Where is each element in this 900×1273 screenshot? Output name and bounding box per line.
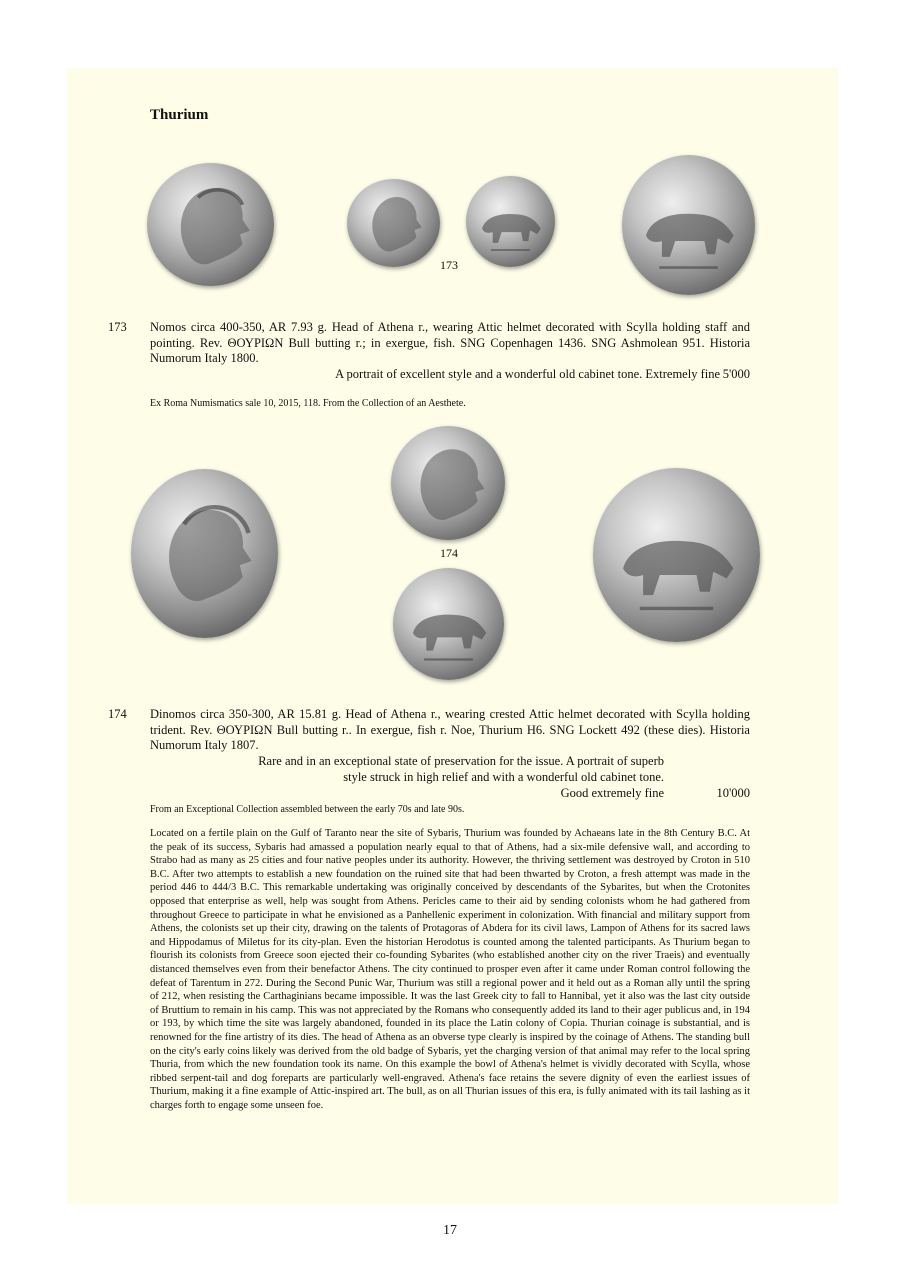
lot-remarks-173: A portrait of excellent style and a wonderful old cabinet tone. Extremely fine xyxy=(335,367,720,381)
athena-head-icon xyxy=(131,469,278,638)
athena-head-icon xyxy=(347,179,440,267)
athena-head-icon xyxy=(391,426,505,540)
coin-173-obverse-large xyxy=(147,163,274,286)
lot-remarks-174-line1: Rare and in an exceptional state of preservation for the issue. A portrait of superb xyxy=(258,754,664,768)
historical-essay: Located on a fertile plain on the Gulf of Taranto near the site of Sybaris, Thurium was founded by Achaeans late in the 8th Century B.C. At the peak of its success, Sybaris had amassed a population nearly equal to that of Athens, had a six-mile defensive wall, and according to Strabo had as many as 25 cities and four native peoples under its authority. However, the thriving settlement was destroyed by Croton in 510 B.C. After two attempts to establish a new foundation on the ruined site that had been thwarted by Croton, a fresh attempt was made in the period 446 to 444/3 B.C. This remarkable undertaking was originally conceived by descendants of the Sybarites, but when the Crotonites opposed that enterprise as well, help was sought from Athens. Pericles came to their aid by sending colonists whom he had gathered from throughout Greece to participate in what he envisioned as a Panhellenic experiment in colonization. With financial and military support from Athens, the colonists set up their city, drawing on the talents of Protagoras of Abdera for its civil laws, Lampon of Athens for its sacred laws and Hippodamus of Miletus for its city-plan. Even the historian Herodotus is counted among the talented participants. As Thurium began to flourish its colonists from Greece soon ejected their co-founding Sybarites (who established another city on the river Traeis) and eventually distanced themselves even from their benefactor Athens. The city continued to prosper even after it came under Roman control following the defeat of Tarentum in 272. During the Second Punic War, Thurium was still a regional power and it held out as a Roman ally until the spring of 212, when resisting the Carthaginians became impossible. It was the last Greek city to fall to Hannibal, yet it also was the last city outside of Bruttium to remain in his camp. This was not appreciated by the Romans who consequently added its land to their ager publicus and, in 194 or 193, by which time the site was largely abandoned, founded in its place the Latin colony of Copia. Thurian coinage is substantial, and is renowned for the fine artistry of its dies. The head of Athena as an obverse type clearly is inspired by the coinage of Athens. The standing bull on the city's early coins likely was derived from the old badge of Sybaris, yet the charging version of that animal may refer to the local spring Thuria, from which the new foundation took its name. On this example the bowl of Athena's helmet is vividly decorated with Scylla, whose ribbed serpent-tail and dog foreparts are particularly well-engraved. Athena's face retains the severe dignity of even the earliest issues of Thurium, making it a fine example of Attic-inspired art. The bull, as on all Thurian issues of this era, is fully animated with its tail lashing as it charges forth to engage some unseen foe. xyxy=(150,828,750,1111)
lot-provenance-174: From an Exceptional Collection assembled between the early 70s and late 90s. xyxy=(150,804,465,815)
coin-174-reverse-large xyxy=(593,468,760,642)
coin-174-obverse xyxy=(391,426,505,540)
lot-provenance-173: Ex Roma Numismatics sale 10, 2015, 118. From the Collection of an Aesthete. xyxy=(150,398,466,409)
section-heading: Thurium xyxy=(150,107,209,123)
coin-174-obverse-large xyxy=(131,469,278,638)
butting-bull-icon xyxy=(393,568,504,680)
image-label-173: 173 xyxy=(440,258,458,272)
butting-bull-icon xyxy=(466,176,555,267)
lot-estimate-174: 10'000 xyxy=(716,786,750,800)
lot-remarks-174-line2: style struck in high relief and with a wonderful old cabinet tone. xyxy=(343,770,664,784)
lot-description-173: Nomos circa 400-350, AR 7.93 g. Head of Athena r., wearing Attic helmet decorated with Scylla holding staff and pointing. Rev. ΘΟΥΡΙΩΝ Bull butting r.; in exergue, fish. SNG Copenhagen 1436. SNG Ashmolean 951. Historia Numorum Italy 1800. xyxy=(150,320,750,365)
coin-173-reverse-large xyxy=(622,155,755,295)
coin-173-reverse xyxy=(466,176,555,267)
page-number: 17 xyxy=(443,1223,457,1238)
lot-number-174: 174 xyxy=(108,707,127,721)
coin-173-obverse xyxy=(347,179,440,267)
lot-number-173: 173 xyxy=(108,320,127,334)
lot-estimate-173: 5'000 xyxy=(722,367,750,381)
butting-bull-icon xyxy=(622,155,755,295)
image-label-174: 174 xyxy=(440,546,458,560)
athena-head-icon xyxy=(147,163,274,286)
lot-description-174: Dinomos circa 350-300, AR 15.81 g. Head of Athena r., wearing crested Attic helmet decorated with Scylla holding trident. Rev. ΘΟΥΡΙΩΝ Bull butting r.. In exergue, fish r. Noe, Thurium H6. SNG Lockett 492 (these dies). Historia Numorum Italy 1807. xyxy=(150,707,750,752)
coin-174-reverse xyxy=(393,568,504,680)
lot-remarks-174-grade: Good extremely fine xyxy=(560,786,664,800)
butting-bull-icon xyxy=(593,468,760,642)
